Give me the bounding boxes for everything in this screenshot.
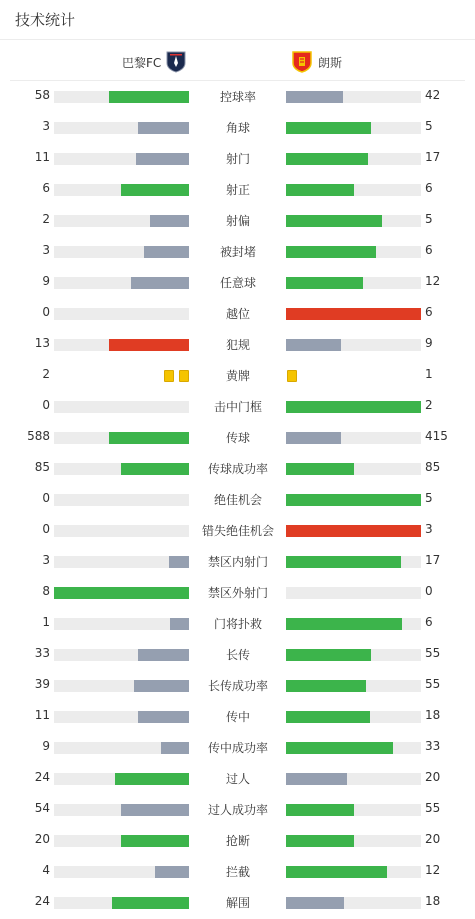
stat-label: 控球率 xyxy=(219,90,256,104)
away-stat-bar xyxy=(286,525,421,537)
home-stat-bar xyxy=(54,742,189,754)
away-stat-bar-fill xyxy=(286,649,371,661)
away-stat-bar xyxy=(286,432,421,444)
away-stat-value: 17 xyxy=(425,150,441,164)
stat-row xyxy=(0,112,475,143)
away-stat-bar xyxy=(286,587,421,599)
away-stat-value: 12 xyxy=(425,274,441,288)
away-stat-bar-fill xyxy=(286,184,354,196)
away-stat-bar xyxy=(286,122,421,134)
home-stat-bar xyxy=(54,494,189,506)
away-team-crest-icon xyxy=(292,51,312,73)
away-stat-value: 1 xyxy=(425,367,433,381)
away-stat-bar-fill xyxy=(286,897,344,909)
stat-row xyxy=(0,298,475,329)
home-stat-bar xyxy=(54,773,189,785)
home-stat-bar xyxy=(54,122,189,134)
stat-label: 传中 xyxy=(225,710,250,724)
away-stat-bar-fill xyxy=(286,711,370,723)
home-stat-value: 0 xyxy=(42,522,50,536)
home-stat-bar-fill xyxy=(121,184,189,196)
away-stat-bar-fill xyxy=(286,339,341,351)
home-stat-value: 0 xyxy=(42,305,50,319)
stat-row xyxy=(0,701,475,732)
away-stat-bar-fill xyxy=(286,742,393,754)
away-stat-bar-fill xyxy=(286,122,371,134)
home-stat-bar xyxy=(54,897,189,909)
stat-row xyxy=(0,763,475,794)
home-stat-bar xyxy=(54,401,189,413)
home-stat-bar-fill xyxy=(121,463,189,475)
home-stat-bar xyxy=(54,711,189,723)
away-stat-bar xyxy=(286,649,421,661)
away-stat-bar xyxy=(286,401,421,413)
stat-label: 击中门框 xyxy=(213,400,262,414)
stat-label: 任意球 xyxy=(219,276,256,290)
away-stat-value: 415 xyxy=(425,429,448,443)
home-team-name: 巴黎FC xyxy=(122,55,162,70)
away-team-name: 朗斯 xyxy=(318,55,343,70)
away-stat-value: 2 xyxy=(425,398,433,412)
stat-row xyxy=(0,546,475,577)
home-stat-bar-fill xyxy=(121,835,189,847)
stat-row xyxy=(0,391,475,422)
away-stat-bar xyxy=(286,897,421,909)
away-stat-bar xyxy=(286,866,421,878)
away-stat-value: 6 xyxy=(425,243,433,257)
away-stat-value: 18 xyxy=(425,894,441,908)
away-stat-bar xyxy=(286,773,421,785)
away-stat-bar xyxy=(286,680,421,692)
stat-row xyxy=(0,329,475,360)
away-stat-bar xyxy=(286,618,421,630)
stat-row xyxy=(0,639,475,670)
away-stat-value: 0 xyxy=(425,584,433,598)
away-stat-bar-fill xyxy=(286,525,421,537)
stat-row xyxy=(0,856,475,887)
away-yellow-card-icon xyxy=(287,370,297,382)
stat-label: 射正 xyxy=(225,183,250,197)
away-stat-bar xyxy=(286,742,421,754)
home-stat-bar xyxy=(54,649,189,661)
home-stat-value: 24 xyxy=(34,894,50,908)
away-stat-value: 18 xyxy=(425,708,441,722)
stat-label: 长传成功率 xyxy=(207,679,268,693)
home-stat-value: 85 xyxy=(34,460,50,474)
home-stat-value: 58 xyxy=(34,88,50,102)
away-stat-value: 20 xyxy=(425,770,441,784)
home-stat-bar xyxy=(54,587,189,599)
stat-label: 传球成功率 xyxy=(207,462,268,476)
away-stat-value: 5 xyxy=(425,491,433,505)
stat-row xyxy=(0,484,475,515)
away-stat-bar-fill xyxy=(286,680,366,692)
home-stat-bar-fill xyxy=(54,587,189,599)
stat-row xyxy=(0,267,475,298)
away-stat-bar-fill xyxy=(286,215,382,227)
home-stat-bar xyxy=(54,680,189,692)
stat-label: 过人成功率 xyxy=(207,803,268,817)
home-stat-value: 20 xyxy=(34,832,50,846)
stat-label: 犯规 xyxy=(225,338,250,352)
home-stat-value: 13 xyxy=(34,336,50,350)
away-stat-bar-fill xyxy=(286,773,347,785)
home-stat-value: 0 xyxy=(42,491,50,505)
stat-row xyxy=(0,794,475,825)
away-stat-bar xyxy=(286,804,421,816)
home-stat-bar xyxy=(54,866,189,878)
away-stat-bar-fill xyxy=(286,277,363,289)
away-stat-bar-fill xyxy=(286,91,343,103)
home-stat-bar xyxy=(54,91,189,103)
stat-label: 过人 xyxy=(225,772,250,786)
away-stat-value: 9 xyxy=(425,336,433,350)
home-stat-bar-fill xyxy=(138,711,189,723)
page-title: 技术统计 xyxy=(15,11,76,29)
home-stat-bar-fill xyxy=(138,649,189,661)
stat-row xyxy=(0,81,475,112)
stat-row xyxy=(0,143,475,174)
home-stat-bar-fill xyxy=(109,91,189,103)
away-stat-value: 5 xyxy=(425,212,433,226)
home-stat-bar xyxy=(54,618,189,630)
stat-label: 抢断 xyxy=(225,834,250,848)
stat-row xyxy=(0,825,475,856)
away-stat-bar-fill xyxy=(286,308,421,320)
home-stat-bar-fill xyxy=(134,680,189,692)
away-stat-bar-fill xyxy=(286,463,354,475)
home-stat-bar-fill xyxy=(144,246,189,258)
away-stat-bar-fill xyxy=(286,401,421,413)
away-stat-value: 6 xyxy=(425,305,433,319)
home-stat-value: 3 xyxy=(42,553,50,567)
away-stat-value: 55 xyxy=(425,677,441,691)
home-stat-bar-fill xyxy=(131,277,189,289)
home-stat-bar xyxy=(54,432,189,444)
away-stat-value: 12 xyxy=(425,863,441,877)
home-stat-bar-fill xyxy=(121,804,189,816)
away-stat-bar xyxy=(286,494,421,506)
home-stat-value: 33 xyxy=(34,646,50,660)
home-stat-value: 2 xyxy=(42,212,50,226)
home-stat-value: 0 xyxy=(42,398,50,412)
home-stat-value: 1 xyxy=(42,615,50,629)
stat-row xyxy=(0,670,475,701)
stat-row xyxy=(0,453,475,484)
home-stat-bar-fill xyxy=(150,215,189,227)
away-stat-bar xyxy=(286,153,421,165)
stat-row xyxy=(0,732,475,763)
stat-row xyxy=(0,515,475,546)
home-stat-bar-fill xyxy=(109,432,189,444)
away-stat-value: 17 xyxy=(425,553,441,567)
away-stat-value: 6 xyxy=(425,615,433,629)
stat-label: 禁区外射门 xyxy=(207,586,268,600)
away-team[interactable] xyxy=(292,51,342,73)
away-stat-value: 42 xyxy=(425,88,441,102)
stat-label: 错失绝佳机会 xyxy=(201,524,274,538)
away-stat-bar xyxy=(286,246,421,258)
away-stat-value: 33 xyxy=(425,739,441,753)
home-stat-value: 2 xyxy=(42,367,50,381)
home-stat-bar-fill xyxy=(109,339,189,351)
home-stat-bar-fill xyxy=(138,122,189,134)
home-stat-bar-fill xyxy=(115,773,189,785)
home-yellow-card-icon xyxy=(164,370,174,382)
stat-label: 传球 xyxy=(225,431,250,445)
home-stat-value: 6 xyxy=(42,181,50,195)
away-stat-bar-fill xyxy=(286,866,387,878)
home-stat-value: 24 xyxy=(34,770,50,784)
away-stat-bar xyxy=(286,339,421,351)
home-stat-bar-fill xyxy=(170,618,189,630)
home-yellow-card-icon xyxy=(179,370,189,382)
away-stat-bar xyxy=(286,277,421,289)
home-stat-value: 54 xyxy=(34,801,50,815)
stat-label: 长传 xyxy=(225,648,250,662)
away-stat-value: 55 xyxy=(425,646,441,660)
stat-label: 黄牌 xyxy=(225,369,250,383)
stat-row xyxy=(0,205,475,236)
home-stat-bar xyxy=(54,556,189,568)
home-stat-value: 588 xyxy=(27,429,50,443)
away-stat-bar-fill xyxy=(286,432,341,444)
home-stat-bar-fill xyxy=(112,897,189,909)
home-stat-bar-fill xyxy=(155,866,189,878)
away-stat-bar-fill xyxy=(286,494,421,506)
home-team[interactable] xyxy=(122,51,186,73)
page-header xyxy=(0,0,475,40)
away-stat-bar xyxy=(286,91,421,103)
away-stat-bar xyxy=(286,835,421,847)
stat-label: 射门 xyxy=(225,152,250,166)
home-stat-bar xyxy=(54,835,189,847)
stat-label: 越位 xyxy=(225,307,250,321)
away-stat-bar-fill xyxy=(286,153,368,165)
stat-row xyxy=(0,608,475,639)
stat-label: 禁区内射门 xyxy=(207,555,268,569)
stat-row xyxy=(0,360,475,391)
stat-label: 绝佳机会 xyxy=(213,493,262,507)
home-stat-value: 8 xyxy=(42,584,50,598)
home-stat-bar xyxy=(54,804,189,816)
home-stat-bar xyxy=(54,277,189,289)
home-stat-bar xyxy=(54,463,189,475)
home-stat-bar-fill xyxy=(161,742,189,754)
home-stat-bar xyxy=(54,339,189,351)
home-stat-value: 11 xyxy=(34,150,50,164)
stat-row xyxy=(0,577,475,608)
home-stat-bar xyxy=(54,153,189,165)
home-stat-bar xyxy=(54,308,189,320)
away-stat-value: 85 xyxy=(425,460,441,474)
stat-label: 门将扑救 xyxy=(213,617,262,631)
away-stat-bar-fill xyxy=(286,804,354,816)
stat-label: 被封堵 xyxy=(219,245,256,259)
away-stat-value: 55 xyxy=(425,801,441,815)
stat-row xyxy=(0,422,475,453)
home-stat-value: 9 xyxy=(42,274,50,288)
away-stat-value: 3 xyxy=(425,522,433,536)
away-stat-value: 20 xyxy=(425,832,441,846)
home-stat-bar xyxy=(54,246,189,258)
away-stat-bar-fill xyxy=(286,618,402,630)
away-stat-bar-fill xyxy=(286,556,401,568)
away-stat-value: 6 xyxy=(425,181,433,195)
home-stat-value: 39 xyxy=(34,677,50,691)
home-team-crest-icon xyxy=(166,51,186,73)
away-stat-bar xyxy=(286,711,421,723)
away-stat-bar xyxy=(286,556,421,568)
home-stat-bar xyxy=(54,184,189,196)
stat-label: 射偏 xyxy=(225,214,250,228)
home-stat-value: 11 xyxy=(34,708,50,722)
away-stat-bar xyxy=(286,184,421,196)
stat-label: 解围 xyxy=(225,896,250,910)
home-stat-bar xyxy=(54,215,189,227)
home-stat-value: 4 xyxy=(42,863,50,877)
stat-label: 角球 xyxy=(225,121,250,135)
home-stat-bar-fill xyxy=(169,556,189,568)
away-stat-value: 5 xyxy=(425,119,433,133)
away-stat-bar xyxy=(286,215,421,227)
home-stat-value: 9 xyxy=(42,739,50,753)
home-stat-bar-fill xyxy=(136,153,189,165)
home-stat-bar xyxy=(54,525,189,537)
away-stat-bar-fill xyxy=(286,246,376,258)
home-stat-value: 3 xyxy=(42,119,50,133)
away-stat-bar xyxy=(286,308,421,320)
home-stat-value: 3 xyxy=(42,243,50,257)
away-stat-bar xyxy=(286,463,421,475)
stat-label: 拦截 xyxy=(225,865,250,879)
stat-row xyxy=(0,887,475,918)
teams-header xyxy=(10,41,465,81)
away-stat-bar-fill xyxy=(286,835,354,847)
stat-row xyxy=(0,236,475,267)
stat-label: 传中成功率 xyxy=(207,741,268,755)
stat-row xyxy=(0,174,475,205)
